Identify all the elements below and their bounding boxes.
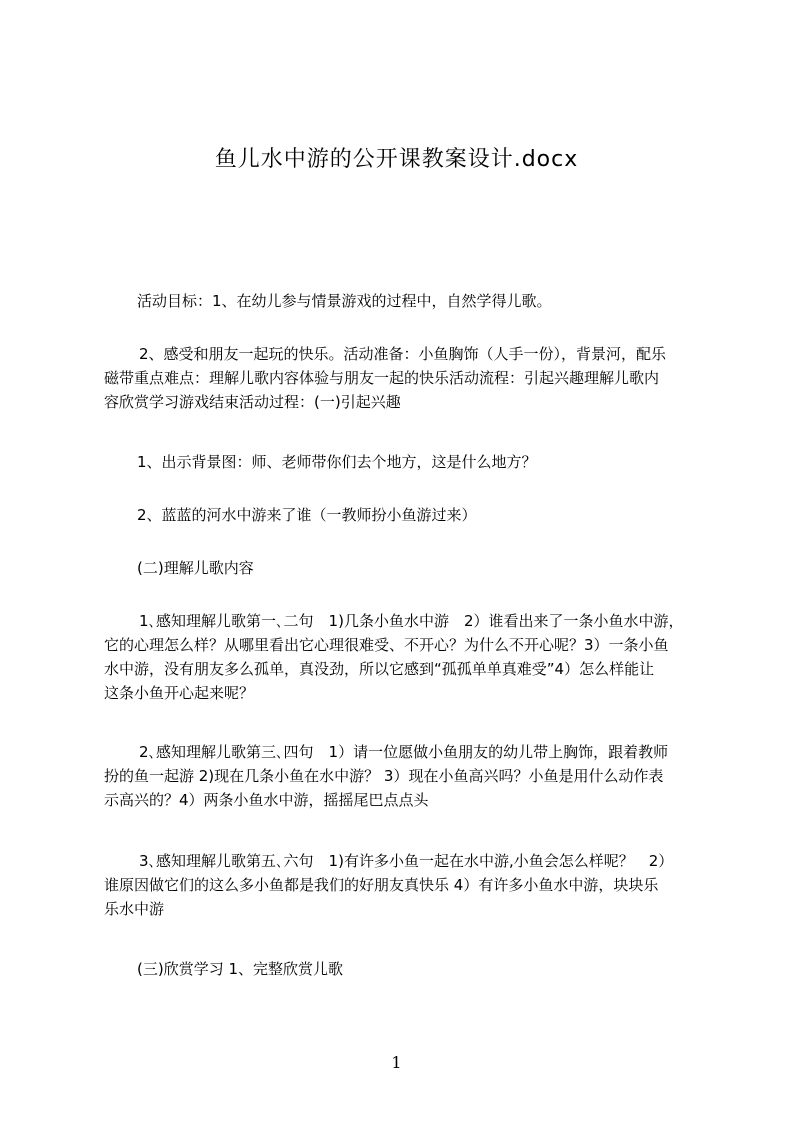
document-title: 鱼儿水中游的公开课教案设计.docx <box>214 147 579 172</box>
text-line: 乐水中游 <box>104 900 165 918</box>
text-line: 2、感受和朋友一起玩的快乐。活动准备：小鱼胸饰（人手一份），背景河，配乐 <box>139 345 667 363</box>
paragraph-preparation <box>104 342 700 414</box>
page-number: 1 <box>391 1053 402 1072</box>
text-line: 它的心理怎么样？从哪里看出它心理很难受、不开心？为什么不开心呢？3）一条小鱼 <box>104 636 669 654</box>
text-line: 2､感知理解儿歌第三､四句 1）请一位愿做小鱼朋友的幼儿带上胸饰，跟着教师 <box>139 743 669 761</box>
paragraph-lines-1-2 <box>104 609 700 705</box>
paragraph-step-1 <box>104 450 733 474</box>
text-line: (三)欣赏学习 1、完整欣赏儿歌 <box>137 960 344 978</box>
text-line: 磁带重点难点：理解儿歌内容体验与朋友一起的快乐活动流程：引起兴趣理解儿歌内 <box>104 369 660 387</box>
text-line: 这条小鱼开心起来呢？ <box>104 684 255 702</box>
text-line: 3､感知理解儿歌第五､六句 1)有许多小鱼一起在水中游,小鱼会怎么样呢？ 2） <box>139 852 674 870</box>
text-line: 1、出示背景图：师、老师带你们去个地方，这是什么地方？ <box>137 453 537 471</box>
text-line: 活动目标：1、在幼儿参与情景游戏的过程中，自然学得儿歌。 <box>137 292 552 310</box>
paragraph-activity-goals <box>104 289 733 313</box>
text-line: 1､感知理解儿歌第一､二句 1)几条小鱼水中游 2）谁看出来了一条小鱼水中游， <box>139 612 684 630</box>
text-line: 谁原因做它们的这么多小鱼都是我们的好朋友真快乐 4）有许多小鱼水中游，块块乐 <box>104 876 659 894</box>
section-heading-2 <box>104 556 733 580</box>
text-line: 水中游，没有朋友多么孤单，真没劲，所以它感到“孤孤单单真难受”4）怎么样能让 <box>104 660 655 678</box>
section-heading-3 <box>104 957 733 981</box>
text-line: 容欣赏学习游戏结束活动过程：(一)引起兴趣 <box>104 393 401 411</box>
paragraph-lines-5-6 <box>104 849 700 921</box>
paragraph-lines-3-4 <box>104 740 700 812</box>
text-line: 示高兴的？4）两条小鱼水中游，摇摇尾巴点点头 <box>104 791 429 809</box>
paragraph-step-2 <box>104 503 733 527</box>
text-line: 2、蓝蓝的河水中游来了谁（一教师扮小鱼游过来） <box>137 506 477 524</box>
text-line: (二)理解儿歌内容 <box>137 559 254 577</box>
text-line: 扮的鱼一起游 2)现在几条小鱼在水中游？ 3）现在小鱼高兴吗？小鱼是用什么动作表 <box>104 767 664 785</box>
